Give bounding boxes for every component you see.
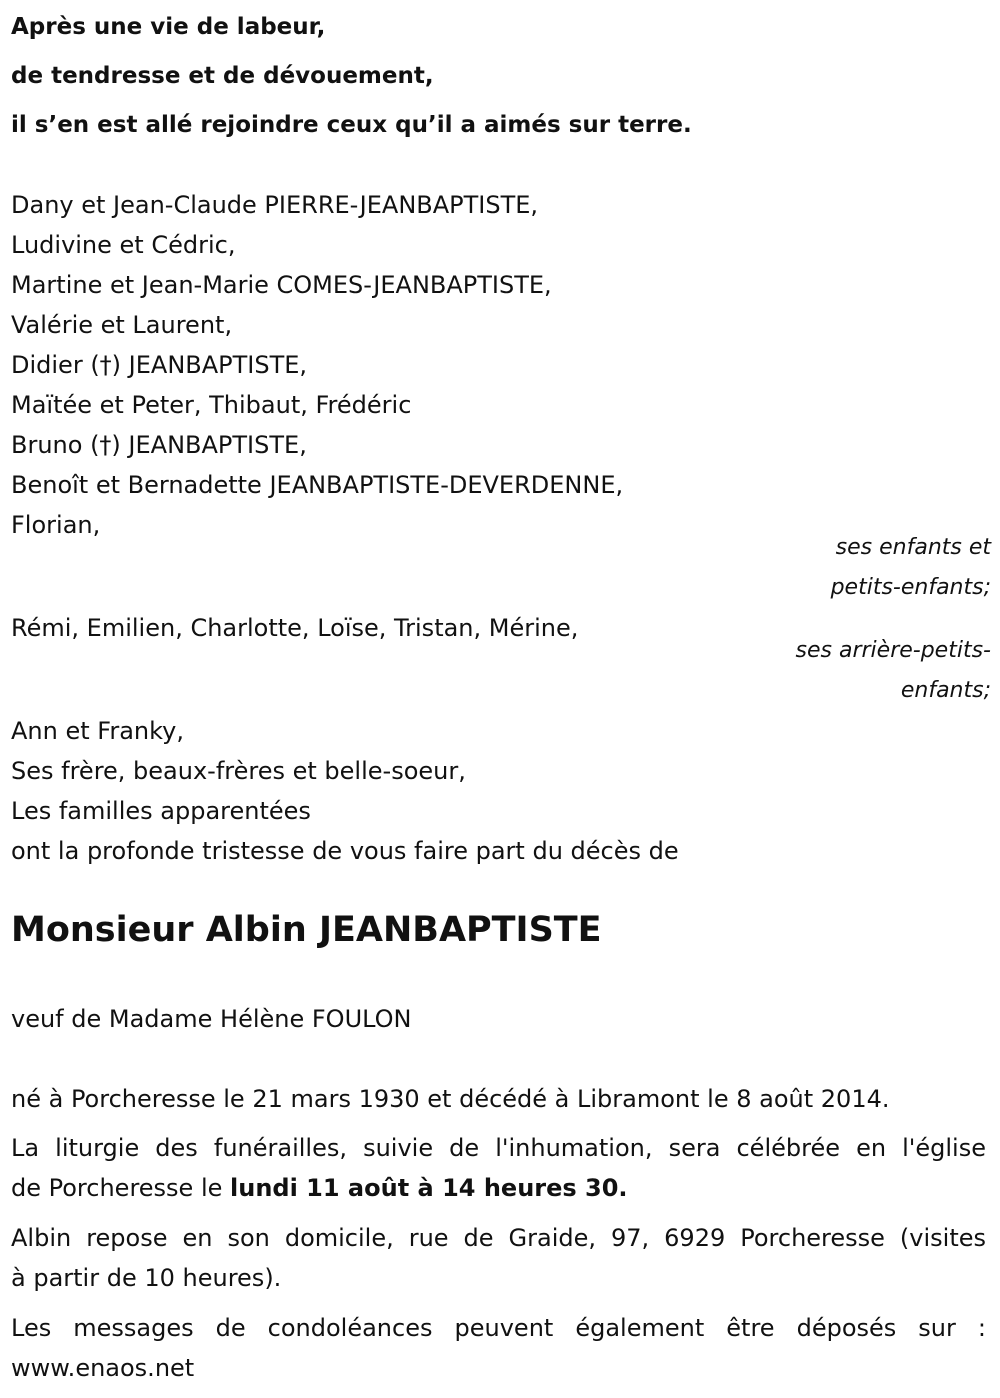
liturgy-paragraph bbox=[11, 1128, 986, 1208]
others-line: ont la profonde tristesse de vous faire part du décès de bbox=[11, 837, 679, 865]
liturgy-line-2-prefix: de Porcheresse le bbox=[11, 1174, 231, 1202]
liturgy-line-1: La liturgie des funérailles, suivie de l'inhumation, sera célébrée en l'église bbox=[11, 1134, 986, 1162]
family-line: Benoît et Bernadette JEANBAPTISTE-DEVERDENNE, bbox=[11, 471, 624, 499]
others-line: Ann et Franky, bbox=[11, 717, 184, 745]
repose-paragraph bbox=[11, 1218, 986, 1298]
children-note-line-2: petits-enfants; bbox=[830, 575, 991, 600]
liturgy-line-2 bbox=[11, 1168, 986, 1208]
repose-line-1: Albin repose en son domicile, rue de Graide, 97, 6929 Porcheresse (visites bbox=[11, 1224, 986, 1252]
funeral-date-time: lundi 11 août à 14 heures 30. bbox=[230, 1174, 628, 1202]
widower-line: veuf de Madame Hélène FOULON bbox=[11, 1005, 412, 1033]
children-note-line-1: ses enfants et bbox=[835, 535, 991, 560]
birth-death-line: né à Porcheresse le 21 mars 1930 et décédé à Libramont le 8 août 2014. bbox=[11, 1085, 890, 1113]
family-line: Maïtée et Peter, Thibaut, Frédéric bbox=[11, 391, 412, 419]
others-line: Ses frère, beaux-frères et belle-soeur, bbox=[11, 757, 466, 785]
condolences-website-link[interactable]: www.enaos.net bbox=[11, 1354, 195, 1382]
intro-line-2: de tendresse et de dévouement, bbox=[11, 63, 434, 89]
intro-line-1: Après une vie de labeur, bbox=[11, 14, 326, 40]
great-grandchildren-note-line-2: enfants; bbox=[900, 678, 991, 703]
intro-line-3: il s’en est allé rejoindre ceux qu’il a aimés sur terre. bbox=[11, 112, 692, 138]
great-grandchildren-note-line-1: ses arrière-petits- bbox=[795, 638, 991, 663]
condolences-paragraph bbox=[11, 1308, 986, 1388]
great-grandchildren-line: Rémi, Emilien, Charlotte, Loïse, Tristan, Mérine, bbox=[11, 614, 579, 642]
repose-line-2: à partir de 10 heures). bbox=[11, 1264, 282, 1292]
family-line: Martine et Jean-Marie COMES-JEANBAPTISTE, bbox=[11, 271, 552, 299]
family-line: Florian, bbox=[11, 511, 101, 539]
family-line: Dany et Jean-Claude PIERRE-JEANBAPTISTE, bbox=[11, 191, 539, 219]
condolences-line-1: Les messages de condoléances peuvent également être déposés sur : bbox=[11, 1314, 986, 1342]
family-line: Valérie et Laurent, bbox=[11, 311, 233, 339]
family-line: Didier (†) JEANBAPTISTE, bbox=[11, 351, 308, 379]
family-line: Bruno (†) JEANBAPTISTE, bbox=[11, 431, 307, 459]
family-line: Ludivine et Cédric, bbox=[11, 231, 236, 259]
deceased-name: Monsieur Albin JEANBAPTISTE bbox=[11, 910, 602, 950]
others-line: Les familles apparentées bbox=[11, 797, 311, 825]
